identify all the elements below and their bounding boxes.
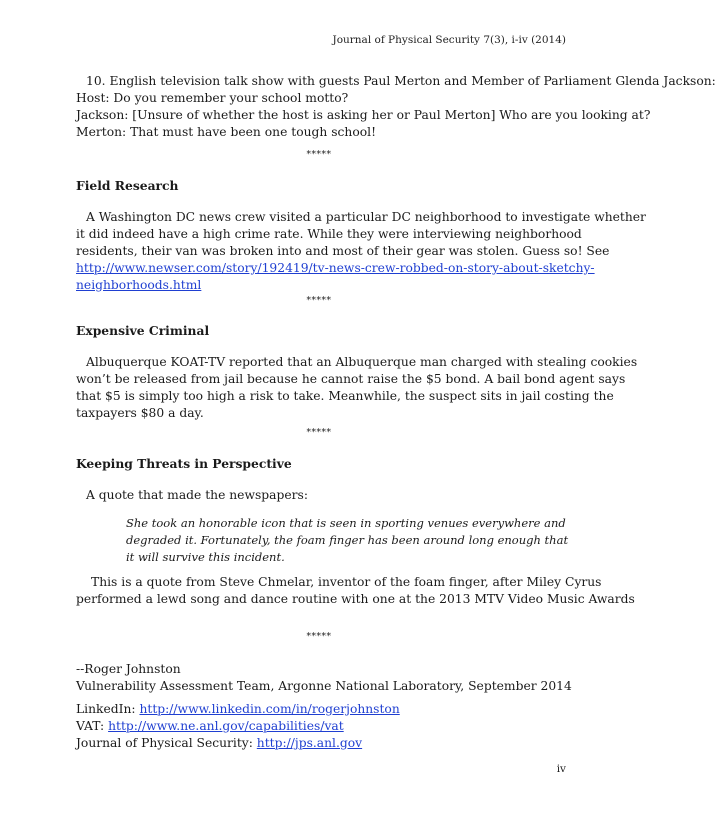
block-quote <box>126 515 569 566</box>
author-affiliation: Vulnerability Assessment Team, Argonne National Laboratory, September 2014 <box>76 678 572 693</box>
section-heading: Expensive Criminal <box>76 323 210 338</box>
paragraph-line: performed a lewd song and dance routine with one at the 2013 MTV Video Music Awards <box>76 591 635 606</box>
paragraph-line: This is a quote from Steve Chmelar, inventor of the foam finger, after Miley Cyrus <box>91 575 602 589</box>
dialogue-line: Merton: That must have been one tough school! <box>76 124 377 139</box>
jps-link[interactable]: http://jps.anl.gov <box>256 735 363 750</box>
jps-row <box>76 735 566 752</box>
section-separator: ***** <box>306 150 332 160</box>
quote-attribution <box>76 574 635 608</box>
section-heading: Field Research <box>76 178 179 193</box>
paragraph-line: residents, their van was broken into and most of their gear was stolen. Guess so! See <box>76 243 610 258</box>
paragraph-line: won’t be released from jail because he cannot raise the $5 bond. A bail bond agent says <box>76 371 626 386</box>
section-separator: ***** <box>306 428 332 438</box>
expensive-criminal-section <box>76 323 638 422</box>
vat-link[interactable]: http://www.ne.anl.gov/capabilities/vat <box>108 718 344 733</box>
linkedin-link[interactable]: http://www.linkedin.com/in/rogerjohnston <box>139 702 400 716</box>
news-article-link-continued[interactable]: neighborhoods.html <box>76 277 202 292</box>
quote-line: She took an honorable icon that is seen in sporting venues everywhere and <box>126 516 566 530</box>
contact-links <box>76 701 566 752</box>
author-name: --Roger Johnston <box>76 662 181 676</box>
dialogue-line: Jackson: [Unsure of whether the host is asking her or Paul Merton] Who are you looking at? <box>76 107 651 122</box>
link-label: VAT: <box>76 718 109 733</box>
paragraph-line: it did indeed have a high crime rate. While they were interviewing neighborhood <box>76 226 582 241</box>
quote-line: degraded it. Fortunately, the foam finger has been around long enough that <box>126 532 569 547</box>
section-separator: ***** <box>306 296 332 306</box>
dialogue-line: Host: Do you remember your school motto? <box>76 90 349 105</box>
running-header: Journal of Physical Security 7(3), i-iv (2014) <box>332 34 566 46</box>
quote-intro: A quote that made the newspapers: <box>86 487 308 502</box>
section-heading: Keeping Threats in Perspective <box>76 456 292 471</box>
link-label: Journal of Physical Security: <box>76 735 257 750</box>
item-10-lead: 10. English television talk show with guests Paul Merton and Member of Parliament Glenda Jackson: <box>86 74 716 88</box>
link-label: LinkedIn: <box>76 702 140 716</box>
item-10-block <box>76 73 716 141</box>
keeping-threats-section <box>76 456 566 504</box>
paragraph-line: that $5 is simply too high a risk to take. Meanwhile, the suspect sits in jail costing the <box>76 388 614 403</box>
field-research-section <box>76 178 646 293</box>
page-number: iv <box>556 763 566 775</box>
section-separator: ***** <box>306 632 332 642</box>
vat-row <box>76 718 566 735</box>
signature-block <box>76 661 572 695</box>
linkedin-row <box>76 701 566 718</box>
news-article-link[interactable]: http://www.newser.com/story/192419/tv-news-crew-robbed-on-story-about-sketchy- <box>76 260 595 275</box>
paragraph-line: Albuquerque KOAT-TV reported that an Albuquerque man charged with stealing cookies <box>86 354 638 369</box>
paragraph-line: taxpayers $80 a day. <box>76 405 204 420</box>
paragraph-line: A Washington DC news crew visited a particular DC neighborhood to investigate whether <box>86 209 646 224</box>
quote-line: it will survive this incident. <box>126 549 285 564</box>
